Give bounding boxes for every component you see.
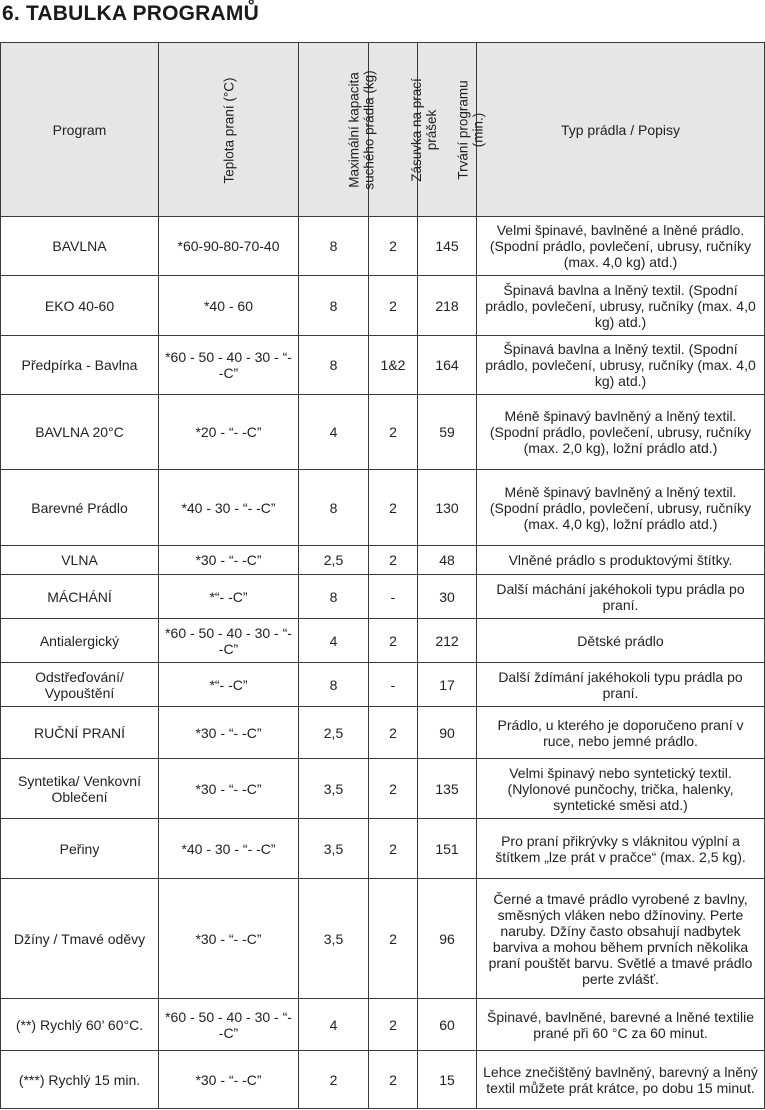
cell-description: Velmi špinavý nebo syntetický textil. (Nylonové punčochy, trička, halenky, syntetické směsi atd.) bbox=[477, 759, 765, 819]
table-row bbox=[1, 276, 765, 336]
cell-temperature: *20 - “- -C” bbox=[159, 395, 299, 470]
cell-drawer: 2 bbox=[369, 470, 418, 546]
cell-drawer: 2 bbox=[369, 619, 418, 663]
table-row bbox=[1, 575, 765, 619]
cell-temperature: *60 - 50 - 40 - 30 - “- -C” bbox=[159, 619, 299, 663]
header-program: Program bbox=[1, 43, 159, 217]
cell-temperature: *40 - 60 bbox=[159, 276, 299, 336]
cell-temperature: *60 - 50 - 40 - 30 - “- -C” bbox=[159, 999, 299, 1051]
cell-temperature: *“- -C” bbox=[159, 663, 299, 707]
cell-capacity: 2 bbox=[299, 1051, 369, 1109]
table-row bbox=[1, 759, 765, 819]
cell-description: Velmi špinavé, bavlněné a lněné prádlo. (Spodní prádlo, povlečení, ubrusy, ručníky (max. 4,0 kg) atd.) bbox=[477, 217, 765, 276]
cell-duration: 15 bbox=[418, 1051, 477, 1109]
cell-duration: 164 bbox=[418, 336, 477, 395]
cell-program: VLNA bbox=[1, 546, 159, 575]
cell-description: Prádlo, u kterého je doporučeno praní v ruce, nebo jemné prádlo. bbox=[477, 707, 765, 759]
table-row bbox=[1, 546, 765, 575]
cell-drawer: 2 bbox=[369, 217, 418, 276]
cell-capacity: 8 bbox=[299, 217, 369, 276]
cell-drawer: 2 bbox=[369, 546, 418, 575]
cell-capacity: 3,5 bbox=[299, 819, 369, 879]
cell-duration: 90 bbox=[418, 707, 477, 759]
cell-duration: 60 bbox=[418, 999, 477, 1051]
cell-capacity: 8 bbox=[299, 470, 369, 546]
cell-drawer: 2 bbox=[369, 879, 418, 999]
cell-program: BAVLNA 20°C bbox=[1, 395, 159, 470]
table-row bbox=[1, 1051, 765, 1109]
cell-description: Méně špinavý bavlněný a lněný textil. (Spodní prádlo, povlečení, ubrusy, ručníky (max. 2,0 kg), ložní prádlo atd.) bbox=[477, 395, 765, 470]
cell-temperature: *30 - “- -C” bbox=[159, 879, 299, 999]
table-row bbox=[1, 619, 765, 663]
table-row bbox=[1, 999, 765, 1051]
cell-capacity: 3,5 bbox=[299, 879, 369, 999]
cell-program: (***) Rychlý 15 min. bbox=[1, 1051, 159, 1109]
table-row bbox=[1, 879, 765, 999]
cell-description: Vlněné prádlo s produktovými štítky. bbox=[477, 546, 765, 575]
table-row bbox=[1, 217, 765, 276]
header-temperature-label: Teplota praní (°C) bbox=[220, 77, 236, 183]
cell-duration: 59 bbox=[418, 395, 477, 470]
cell-description: Další ždímání jakéhokoli typu prádla po praní. bbox=[477, 663, 765, 707]
table-header-row bbox=[1, 43, 765, 217]
cell-description: Další máchání jakéhokoli typu prádla po praní. bbox=[477, 575, 765, 619]
cell-duration: 218 bbox=[418, 276, 477, 336]
program-table bbox=[0, 42, 765, 1109]
cell-temperature: *30 - “- -C” bbox=[159, 707, 299, 759]
cell-capacity: 8 bbox=[299, 336, 369, 395]
cell-drawer: 2 bbox=[369, 819, 418, 879]
page-title: 6. TABULKA PROGRAMŮ bbox=[2, 2, 259, 25]
cell-program: EKO 40-60 bbox=[1, 276, 159, 336]
cell-drawer: 2 bbox=[369, 1051, 418, 1109]
cell-description: Méně špinavý bavlněný a lněný textil. (Spodní prádlo, povlečení, ubrusy, ručníky (max. 4,0 kg), ložní prádlo atd.) bbox=[477, 470, 765, 546]
cell-program: Odstřeďování/ Vypouštění bbox=[1, 663, 159, 707]
cell-description: Dětské prádlo bbox=[477, 619, 765, 663]
cell-program: BAVLNA bbox=[1, 217, 159, 276]
cell-program: Barevné Prádlo bbox=[1, 470, 159, 546]
cell-duration: 212 bbox=[418, 619, 477, 663]
header-duration-line-1: Trvání programu bbox=[455, 79, 471, 180]
cell-duration: 151 bbox=[418, 819, 477, 879]
cell-description: Pro praní přikrývky s vláknitou výplní a štítkem „lze prát v pračce“ (max. 2,5 kg). bbox=[477, 819, 765, 879]
cell-drawer: 2 bbox=[369, 759, 418, 819]
header-drawer-line-2: prášek bbox=[423, 109, 439, 150]
cell-description: Černé a tmavé prádlo vyrobené z bavlny, směsných vláken nebo džínoviny. Perte naruby. Džíny často obsahují nadbytek barviva a mohou během prvních několika praní pouštět barvu. Světlé a tmavé prádlo perte zvlášť. bbox=[477, 879, 765, 999]
cell-drawer: 2 bbox=[369, 707, 418, 759]
cell-duration: 145 bbox=[418, 217, 477, 276]
header-duration-line-2: (min.) bbox=[470, 112, 486, 147]
cell-drawer: 2 bbox=[369, 999, 418, 1051]
cell-program: Syntetika/ Venkovní Oblečení bbox=[1, 759, 159, 819]
cell-temperature: *60 - 50 - 40 - 30 - “- -C” bbox=[159, 336, 299, 395]
cell-duration: 48 bbox=[418, 546, 477, 575]
cell-program: Peřiny bbox=[1, 819, 159, 879]
cell-temperature: *60-90-80-70-40 bbox=[159, 217, 299, 276]
table-row bbox=[1, 336, 765, 395]
table-row bbox=[1, 663, 765, 707]
cell-temperature: *40 - 30 - “- -C” bbox=[159, 470, 299, 546]
cell-program: Džíny / Tmavé oděvy bbox=[1, 879, 159, 999]
header-capacity-line-2: suchého prádla (kg) bbox=[361, 69, 377, 190]
header-description: Typ prádla / Popisy bbox=[477, 43, 765, 217]
cell-capacity: 2,5 bbox=[299, 546, 369, 575]
cell-drawer: 2 bbox=[369, 395, 418, 470]
table-row bbox=[1, 470, 765, 546]
cell-capacity: 4 bbox=[299, 999, 369, 1051]
cell-drawer: 2 bbox=[369, 276, 418, 336]
cell-temperature: *40 - 30 - “- -C” bbox=[159, 819, 299, 879]
header-capacity bbox=[299, 43, 377, 217]
cell-capacity: 3,5 bbox=[299, 759, 369, 819]
cell-description: Lehce znečištěný bavlněný, barevný a lněný textil můžete prát krátce, po dobu 15 minut. bbox=[477, 1051, 765, 1109]
cell-duration: 17 bbox=[418, 663, 477, 707]
table-row bbox=[1, 395, 765, 470]
cell-program: MÁCHÁNÍ bbox=[1, 575, 159, 619]
cell-temperature: *30 - “- -C” bbox=[159, 759, 299, 819]
header-capacity-label bbox=[347, 70, 377, 189]
cell-program: Předpírka - Bavlna bbox=[1, 336, 159, 395]
cell-temperature: *30 - “- -C” bbox=[159, 546, 299, 575]
cell-capacity: 8 bbox=[299, 276, 369, 336]
cell-temperature: *“- -C” bbox=[159, 575, 299, 619]
table-row bbox=[1, 819, 765, 879]
cell-description: Špinavá bavlna a lněný textil. (Spodní prádlo, povlečení, ubrusy, ručníky (max. 4,0 kg) atd.) bbox=[477, 336, 765, 395]
cell-program: RUČNÍ PRANÍ bbox=[1, 707, 159, 759]
table-row bbox=[1, 707, 765, 759]
cell-capacity: 4 bbox=[299, 619, 369, 663]
cell-drawer: - bbox=[369, 575, 418, 619]
cell-program: Antialergický bbox=[1, 619, 159, 663]
cell-duration: 96 bbox=[418, 879, 477, 999]
header-drawer-label bbox=[409, 78, 439, 182]
cell-drawer: 1&2 bbox=[369, 336, 418, 395]
header-capacity-line-1: Maximální kapacita bbox=[346, 71, 362, 188]
header-temperature bbox=[159, 43, 299, 217]
cell-duration: 30 bbox=[418, 575, 477, 619]
cell-description: Špinavé, bavlněné, barevné a lněné textilie prané při 60 °C za 60 minut. bbox=[477, 999, 765, 1051]
cell-drawer: - bbox=[369, 663, 418, 707]
cell-duration: 130 bbox=[418, 470, 477, 546]
header-duration-label bbox=[456, 80, 486, 179]
cell-capacity: 8 bbox=[299, 575, 369, 619]
cell-duration: 135 bbox=[418, 759, 477, 819]
cell-temperature: *30 - “- -C” bbox=[159, 1051, 299, 1109]
cell-capacity: 2,5 bbox=[299, 707, 369, 759]
header-drawer-line-1: Zásuvka na prací bbox=[408, 77, 424, 182]
cell-capacity: 8 bbox=[299, 663, 369, 707]
cell-capacity: 4 bbox=[299, 395, 369, 470]
cell-program: (**) Rychlý 60’ 60°C. bbox=[1, 999, 159, 1051]
cell-description: Špinavá bavlna a lněný textil. (Spodní prádlo, povlečení, ubrusy, ručníky (max. 4,0 kg) atd.) bbox=[477, 276, 765, 336]
